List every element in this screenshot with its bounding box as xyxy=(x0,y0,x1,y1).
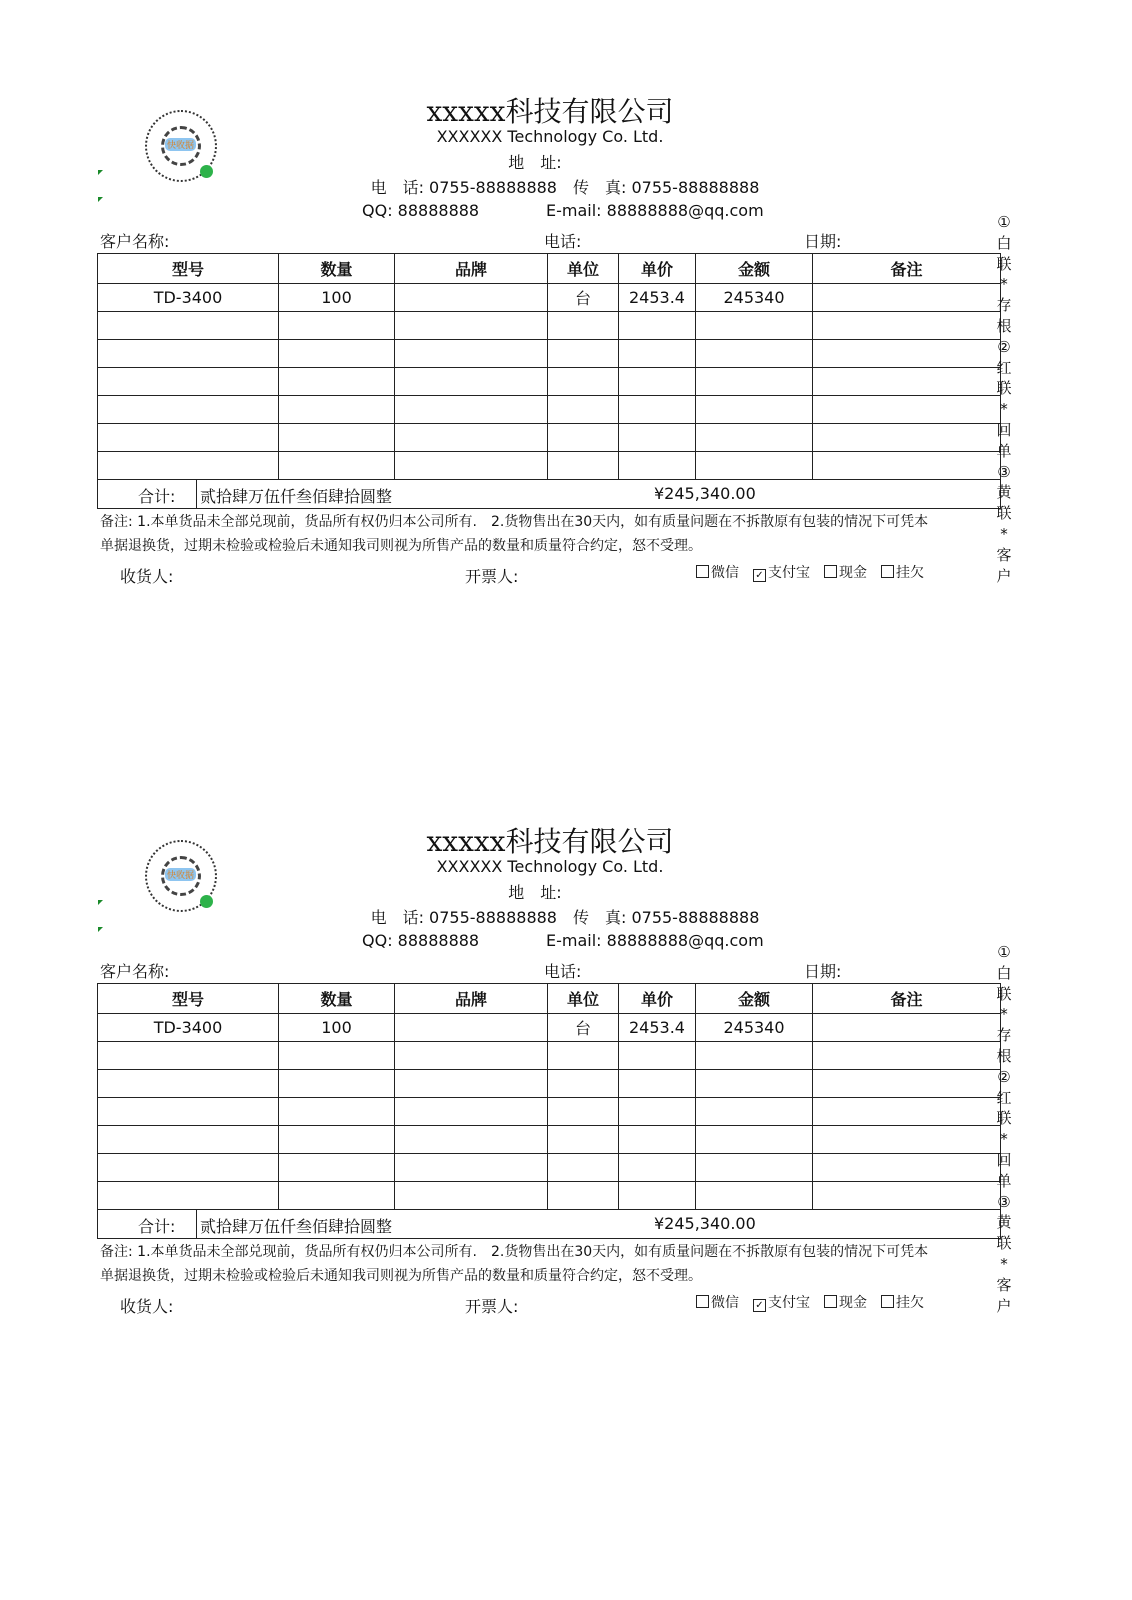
cell[interactable] xyxy=(619,1126,696,1154)
col-header: 品牌 xyxy=(395,984,548,1014)
cell[interactable] xyxy=(696,1098,813,1126)
checkbox-icon[interactable] xyxy=(696,1295,709,1308)
company-english: XXXXXX Technology Co. Ltd. xyxy=(436,127,664,146)
cell[interactable]: 2453.4 xyxy=(619,1014,696,1042)
address: 地 址: xyxy=(508,883,562,902)
cell[interactable] xyxy=(279,424,395,452)
payment-checkbox-3[interactable] xyxy=(881,1295,924,1311)
payment-options xyxy=(696,562,938,582)
total-label: 合计: xyxy=(138,487,176,506)
payment-checkbox-3[interactable] xyxy=(881,565,924,581)
col-header: 单位 xyxy=(548,254,619,284)
cell[interactable] xyxy=(279,1126,395,1154)
cell[interactable]: 245340 xyxy=(696,1014,813,1042)
cell[interactable] xyxy=(696,1182,813,1210)
table-row xyxy=(98,1070,1001,1098)
cell[interactable] xyxy=(813,1098,1001,1126)
cell[interactable] xyxy=(813,396,1001,424)
col-header: 单价 xyxy=(619,984,696,1014)
cell[interactable]: 245340 xyxy=(696,284,813,312)
items-table xyxy=(97,253,1001,509)
invoice-copy xyxy=(0,820,1132,1440)
cell[interactable] xyxy=(813,1070,1001,1098)
col-header: 型号 xyxy=(98,984,279,1014)
cell[interactable] xyxy=(548,396,619,424)
issuer-label: 开票人: xyxy=(465,567,519,586)
checkbox-icon[interactable] xyxy=(881,565,894,578)
receiver-label: 收货人: xyxy=(120,567,174,586)
total-label: 合计: xyxy=(138,1217,176,1236)
qr-logo: 快收据 xyxy=(165,868,196,881)
cell[interactable] xyxy=(696,1042,813,1070)
col-header: 金额 xyxy=(696,984,813,1014)
payment-options xyxy=(696,1292,938,1312)
cell[interactable] xyxy=(813,340,1001,368)
cell[interactable]: TD-3400 xyxy=(98,284,279,312)
cell[interactable] xyxy=(548,452,619,480)
cell[interactable] xyxy=(395,1070,548,1098)
col-header: 备注 xyxy=(813,254,1001,284)
checkbox-icon[interactable]: ✓ xyxy=(753,569,766,582)
cell[interactable] xyxy=(548,368,619,396)
cell[interactable] xyxy=(548,424,619,452)
table-row xyxy=(98,1154,1001,1182)
phone-fax: 电 话: 0755-88888888 传 真: 0755-88888888 xyxy=(370,178,760,197)
note-line-1: 备注: 1.本单货品未全部兑现前，货品所有权仍归本公司所有. 2.货物售出在30天内，如有质量问题在不拆散原有包装的情况下可凭本 xyxy=(100,1244,929,1260)
cell[interactable] xyxy=(696,452,813,480)
cell[interactable] xyxy=(548,1098,619,1126)
cell[interactable] xyxy=(98,1070,279,1098)
payment-label: 现金 xyxy=(839,1295,867,1311)
payment-label: 支付宝 xyxy=(768,1295,810,1311)
note-line-2: 单据退换货，过期未检验或检验后未通知我司则视为所售产品的数量和质量符合约定，怒不受理。 xyxy=(100,538,702,554)
invoice-copy xyxy=(0,90,1132,710)
cell[interactable] xyxy=(98,424,279,452)
cell[interactable] xyxy=(279,396,395,424)
qr-logo: 快收据 xyxy=(165,138,196,151)
cell[interactable] xyxy=(279,1070,395,1098)
cell[interactable] xyxy=(813,452,1001,480)
cell[interactable] xyxy=(619,424,696,452)
cell[interactable] xyxy=(619,1182,696,1210)
cell[interactable] xyxy=(395,1182,548,1210)
cell[interactable] xyxy=(98,312,279,340)
cell[interactable] xyxy=(619,368,696,396)
address: 地 址: xyxy=(508,153,562,172)
cell[interactable] xyxy=(696,340,813,368)
payment-label: 挂欠 xyxy=(896,1295,924,1311)
date-label: 日期: xyxy=(804,962,842,981)
cell[interactable] xyxy=(813,284,1001,312)
table-row xyxy=(98,1126,1001,1154)
col-header: 品牌 xyxy=(395,254,548,284)
cell[interactable] xyxy=(395,340,548,368)
cell[interactable] xyxy=(813,1154,1001,1182)
cell[interactable] xyxy=(813,368,1001,396)
cell[interactable]: TD-3400 xyxy=(98,1014,279,1042)
checkbox-icon[interactable]: ✓ xyxy=(753,1299,766,1312)
cell[interactable] xyxy=(98,1126,279,1154)
cell[interactable] xyxy=(696,368,813,396)
table-row xyxy=(98,452,1001,480)
cell[interactable]: 2453.4 xyxy=(619,284,696,312)
total-words: 贰拾肆万伍仟叁佰肆拾圆整 xyxy=(200,487,393,506)
cell[interactable] xyxy=(395,1098,548,1126)
cell[interactable] xyxy=(279,1182,395,1210)
cell[interactable] xyxy=(548,1042,619,1070)
cell[interactable] xyxy=(98,1154,279,1182)
copy-designation: ①白联*存根②红联*回单③黄联*客户 xyxy=(996,213,1012,585)
customer-label: 客户名称: xyxy=(100,232,170,251)
table-header xyxy=(98,984,1001,1014)
cell[interactable] xyxy=(813,1126,1001,1154)
email: E-mail: 88888888@qq.com xyxy=(546,931,764,950)
cell[interactable] xyxy=(395,452,548,480)
cell[interactable] xyxy=(696,396,813,424)
cell[interactable] xyxy=(813,424,1001,452)
cell[interactable] xyxy=(619,396,696,424)
payment-checkbox-2[interactable] xyxy=(824,565,867,581)
checkbox-icon[interactable] xyxy=(696,565,709,578)
company-name: xxxxx科技有限公司 xyxy=(426,95,674,128)
cell[interactable] xyxy=(98,1042,279,1070)
cell[interactable] xyxy=(619,1042,696,1070)
customer-label: 客户名称: xyxy=(100,962,170,981)
cell[interactable] xyxy=(395,312,548,340)
table-row xyxy=(98,340,1001,368)
col-header: 型号 xyxy=(98,254,279,284)
total-row xyxy=(98,480,1001,509)
total-amount: ¥245,340.00 xyxy=(654,1214,756,1233)
cell[interactable] xyxy=(619,312,696,340)
company-name: xxxxx科技有限公司 xyxy=(426,825,674,858)
cell[interactable] xyxy=(696,424,813,452)
table-row xyxy=(98,1042,1001,1070)
cell[interactable] xyxy=(619,340,696,368)
table-row xyxy=(98,424,1001,452)
payment-label: 挂欠 xyxy=(896,565,924,581)
cell[interactable] xyxy=(395,1126,548,1154)
cell[interactable] xyxy=(395,368,548,396)
items-table xyxy=(97,983,1001,1239)
cell[interactable] xyxy=(98,396,279,424)
cell[interactable] xyxy=(696,1126,813,1154)
cell[interactable] xyxy=(548,1154,619,1182)
checkbox-icon[interactable] xyxy=(881,1295,894,1308)
payment-label: 现金 xyxy=(839,565,867,581)
table-header xyxy=(98,254,1001,284)
receiver-label: 收货人: xyxy=(120,1297,174,1316)
cell[interactable] xyxy=(98,1098,279,1126)
cell[interactable] xyxy=(548,312,619,340)
qq: QQ: 88888888 xyxy=(362,931,480,950)
cell[interactable] xyxy=(619,1070,696,1098)
cell[interactable] xyxy=(279,368,395,396)
cell[interactable] xyxy=(395,284,548,312)
total-amount: ¥245,340.00 xyxy=(654,484,756,503)
table-row xyxy=(98,1014,1001,1042)
note-line-1: 备注: 1.本单货品未全部兑现前，货品所有权仍归本公司所有. 2.货物售出在30天内，如有质量问题在不拆散原有包装的情况下可凭本 xyxy=(100,514,929,530)
payment-label: 微信 xyxy=(711,1295,739,1311)
cell[interactable]: 台 xyxy=(548,284,619,312)
checkbox-icon[interactable] xyxy=(824,1295,837,1308)
table-row xyxy=(98,368,1001,396)
cell[interactable]: 100 xyxy=(279,1014,395,1042)
cell[interactable] xyxy=(813,1014,1001,1042)
cell[interactable] xyxy=(279,340,395,368)
col-header: 数量 xyxy=(279,984,395,1014)
payment-label: 微信 xyxy=(711,565,739,581)
payment-checkbox-2[interactable] xyxy=(824,1295,867,1311)
total-row xyxy=(98,1210,1001,1239)
cell[interactable]: 台 xyxy=(548,1014,619,1042)
payment-checkbox-0[interactable] xyxy=(696,1295,739,1311)
tel-label: 电话: xyxy=(544,962,582,981)
cell[interactable] xyxy=(696,1070,813,1098)
cell[interactable] xyxy=(619,1154,696,1182)
note-line-2: 单据退换货，过期未检验或检验后未通知我司则视为所售产品的数量和质量符合约定，怒不受理。 xyxy=(100,1268,702,1284)
cell[interactable] xyxy=(696,312,813,340)
cell[interactable] xyxy=(813,312,1001,340)
cell[interactable]: 100 xyxy=(279,284,395,312)
cell[interactable] xyxy=(548,1182,619,1210)
cell[interactable] xyxy=(279,1154,395,1182)
cell[interactable] xyxy=(279,452,395,480)
payment-checkbox-1[interactable] xyxy=(753,565,810,581)
table-row xyxy=(98,284,1001,312)
issuer-label: 开票人: xyxy=(465,1297,519,1316)
payment-label: 支付宝 xyxy=(768,565,810,581)
cell[interactable] xyxy=(98,340,279,368)
cell[interactable] xyxy=(395,1042,548,1070)
total-words: 贰拾肆万伍仟叁佰肆拾圆整 xyxy=(200,1217,393,1236)
copy-designation: ①白联*存根②红联*回单③黄联*客户 xyxy=(996,943,1012,1315)
cell[interactable] xyxy=(279,1042,395,1070)
date-label: 日期: xyxy=(804,232,842,251)
email: E-mail: 88888888@qq.com xyxy=(546,201,764,220)
col-header: 备注 xyxy=(813,984,1001,1014)
cell[interactable] xyxy=(395,1154,548,1182)
cell[interactable] xyxy=(98,368,279,396)
cell[interactable] xyxy=(395,424,548,452)
col-header: 数量 xyxy=(279,254,395,284)
col-header: 单价 xyxy=(619,254,696,284)
cell[interactable] xyxy=(548,340,619,368)
cell[interactable] xyxy=(813,1182,1001,1210)
cell[interactable] xyxy=(813,1042,1001,1070)
cell[interactable] xyxy=(395,396,548,424)
cell[interactable] xyxy=(619,1098,696,1126)
cell[interactable] xyxy=(279,1098,395,1126)
company-english: XXXXXX Technology Co. Ltd. xyxy=(436,857,664,876)
cell[interactable] xyxy=(548,1126,619,1154)
payment-checkbox-0[interactable] xyxy=(696,565,739,581)
table-row xyxy=(98,1182,1001,1210)
cell[interactable] xyxy=(279,312,395,340)
cell[interactable] xyxy=(98,452,279,480)
cell[interactable] xyxy=(395,1014,548,1042)
payment-checkbox-1[interactable] xyxy=(753,1295,810,1311)
phone-fax: 电 话: 0755-88888888 传 真: 0755-88888888 xyxy=(370,908,760,927)
cell[interactable] xyxy=(548,1070,619,1098)
col-header: 金额 xyxy=(696,254,813,284)
tel-label: 电话: xyxy=(544,232,582,251)
cell[interactable] xyxy=(98,1182,279,1210)
table-row xyxy=(98,396,1001,424)
checkbox-icon[interactable] xyxy=(824,565,837,578)
cell[interactable] xyxy=(696,1154,813,1182)
col-header: 单位 xyxy=(548,984,619,1014)
cell[interactable] xyxy=(619,452,696,480)
qq: QQ: 88888888 xyxy=(362,201,480,220)
table-row xyxy=(98,312,1001,340)
table-row xyxy=(98,1098,1001,1126)
